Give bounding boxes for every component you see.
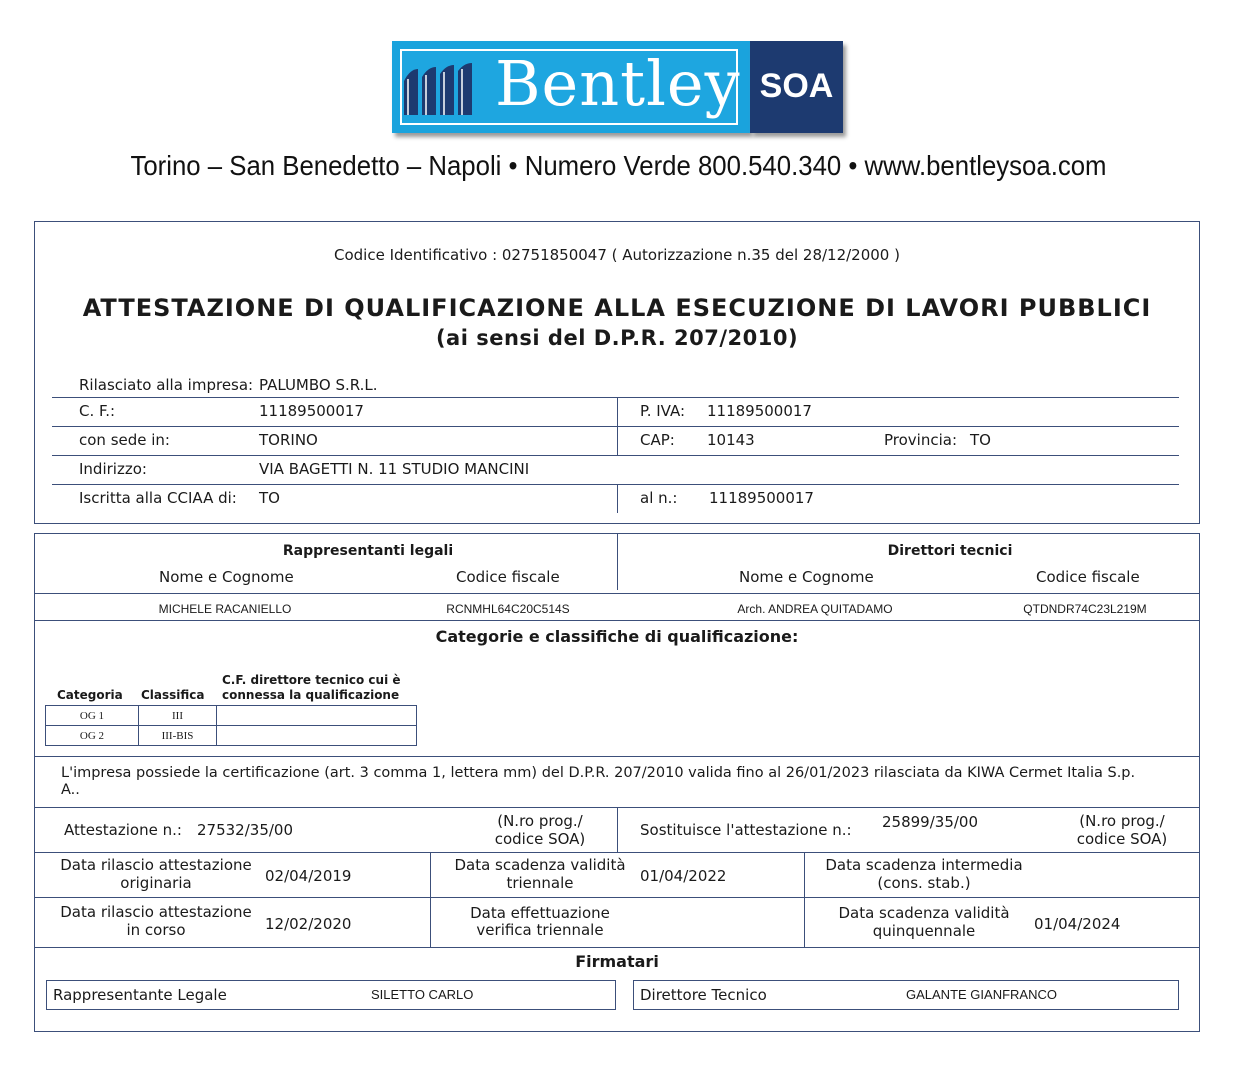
- tecnico-nome: Arch. ANDREA QUITADAMO: [737, 602, 893, 616]
- aln-label: al n.:: [640, 489, 678, 507]
- cell-classifica: III: [139, 706, 217, 726]
- rilascio-orig-value: 02/04/2019: [265, 867, 352, 885]
- categorie-table: [45, 705, 417, 746]
- prog2-line1: (N.ro prog./: [1079, 812, 1165, 830]
- logo-wordmark: Bentley: [495, 47, 741, 120]
- certificazione-line1: L'impresa possiede la certificazione (art. 3 comma 1, lettera mm) del D.P.R. 207/2010 valida fino al 26/01/2023 rilasciata da KIWA Cermet Italia S.p.: [61, 765, 1136, 781]
- divider: [34, 620, 1200, 621]
- attestazione-label: Attestazione n.:: [64, 821, 182, 839]
- cell-cf: [217, 706, 417, 726]
- divider: [34, 897, 1200, 898]
- legali-nome-header: Nome e Cognome: [159, 568, 294, 586]
- divider: [34, 852, 1200, 853]
- rilasciato-value: PALUMBO S.R.L.: [259, 376, 378, 394]
- rilascio-corso-value: 12/02/2020: [265, 915, 352, 933]
- sostituisce-value: 25899/35/00: [882, 813, 978, 831]
- table-row: [46, 726, 417, 746]
- col-cf-line1: C.F. direttore tecnico cui è: [222, 673, 401, 687]
- divider: [34, 756, 1200, 757]
- column-divider: [617, 398, 618, 426]
- bentley-soa-logo: [392, 41, 843, 133]
- col-classifica: Classifica: [141, 688, 205, 702]
- identification-box: [34, 221, 1200, 524]
- rilasciato-label: Rilasciato alla impresa:: [79, 376, 254, 394]
- scad-trien-label-l2: triennale: [506, 874, 574, 892]
- sostituisce-label: Sostituisce l'attestazione n.:: [640, 821, 852, 839]
- legali-cf-header: Codice fiscale: [456, 568, 560, 586]
- rilascio-corso-label-l2: in corso: [126, 921, 186, 939]
- column-divider: [804, 853, 805, 897]
- logo-blue-panel: [392, 41, 750, 133]
- column-divider: [617, 534, 618, 590]
- divider: [34, 947, 1200, 948]
- column-divider: [617, 808, 618, 852]
- scad-quinq-label-l1: Data scadenza validità: [838, 904, 1010, 922]
- tecnici-title: Direttori tecnici: [887, 543, 1013, 559]
- tecnico-cf: QTDNDR74C23L219M: [1023, 602, 1147, 616]
- certificazione-line2: A..: [61, 782, 80, 798]
- divider: [52, 484, 1179, 485]
- prog-line1: (N.ro prog./: [497, 812, 583, 830]
- piva-label: P. IVA:: [640, 402, 686, 420]
- cciaa-value: TO: [259, 489, 280, 507]
- firmatari-title: Firmatari: [575, 952, 659, 971]
- cell-categoria: OG 1: [46, 706, 139, 726]
- scad-inter-label-l2: (cons. stab.): [877, 874, 971, 892]
- certificate-subtitle: (ai sensi del D.P.R. 207/2010): [435, 326, 799, 350]
- firmatario-legale-value: SILETTO CARLO: [371, 987, 474, 1002]
- scad-trien-label-l1: Data scadenza validità: [454, 856, 626, 874]
- indirizzo-label: Indirizzo:: [79, 460, 147, 478]
- cap-value: 10143: [707, 431, 755, 449]
- column-divider: [617, 427, 618, 455]
- rilascio-corso-label-l1: Data rilascio attestazione: [60, 903, 252, 921]
- prog2-line2: codice SOA): [1076, 830, 1168, 848]
- provincia-label: Provincia:: [884, 431, 958, 449]
- scad-inter-label-l1: Data scadenza intermedia: [825, 856, 1023, 874]
- cell-classifica: III-BIS: [139, 726, 217, 746]
- legali-title: Rappresentanti legali: [282, 543, 454, 559]
- divider: [34, 593, 1200, 594]
- verifica-label-l1: Data effettuazione: [470, 904, 610, 922]
- firmatario-legale-label: Rappresentante Legale: [53, 986, 227, 1004]
- cap-label: CAP:: [640, 431, 675, 449]
- logo-navy-panel: [750, 41, 843, 133]
- column-divider: [804, 898, 805, 947]
- scad-quinq-label-l2: quinquennale: [872, 922, 976, 940]
- scad-quinq-value: 01/04/2024: [1034, 915, 1121, 933]
- aln-value: 11189500017: [709, 489, 814, 507]
- cell-cf: [217, 726, 417, 746]
- tecnici-nome-header: Nome e Cognome: [739, 568, 874, 586]
- provincia-value: TO: [970, 431, 991, 449]
- logo-badge-text: SOA: [759, 67, 834, 105]
- header-tagline: Torino – San Benedetto – Napoli • Numero Verde 800.540.340 • www.bentleysoa.com: [130, 150, 1107, 181]
- firmatario-tecnico-value: GALANTE GIANFRANCO: [906, 987, 1057, 1002]
- cf-label: C. F.:: [79, 402, 116, 420]
- rilascio-orig-label-l1: Data rilascio attestazione: [60, 856, 252, 874]
- legale-cf: RCNMHL64C20C514S: [446, 602, 570, 616]
- scad-trien-value: 01/04/2022: [640, 867, 727, 885]
- cell-categoria: OG 2: [46, 726, 139, 746]
- column-divider: [430, 898, 431, 947]
- column-divider: [430, 853, 431, 897]
- column-divider: [617, 485, 618, 513]
- divider: [52, 426, 1179, 427]
- table-row: [46, 706, 417, 726]
- arches-icon: [402, 59, 484, 115]
- indirizzo-value: VIA BAGETTI N. 11 STUDIO MANCINI: [259, 460, 530, 478]
- piva-value: 11189500017: [707, 402, 812, 420]
- categorie-title: Categorie e classifiche di qualificazione:: [435, 627, 799, 646]
- sede-label: con sede in:: [79, 431, 170, 449]
- rilascio-orig-label-l2: originaria: [120, 874, 192, 892]
- cf-value: 11189500017: [259, 402, 364, 420]
- sede-value: TORINO: [259, 431, 318, 449]
- firmatario-tecnico-label: Direttore Tecnico: [640, 986, 767, 1004]
- col-categoria: Categoria: [57, 688, 123, 702]
- tecnici-cf-header: Codice fiscale: [1036, 568, 1140, 586]
- cciaa-label: Iscritta alla CCIAA di:: [79, 489, 237, 507]
- certificate-title: ATTESTAZIONE DI QUALIFICAZIONE ALLA ESECUZIONE DI LAVORI PUBBLICI: [82, 294, 1152, 322]
- verifica-label-l2: verifica triennale: [476, 921, 604, 939]
- attestazione-value: 27532/35/00: [197, 821, 293, 839]
- prog-line2: codice SOA): [494, 830, 586, 848]
- divider: [52, 455, 1179, 456]
- codice-identificativo: Codice Identificativo : 02751850047 ( Autorizzazione n.35 del 28/12/2000 ): [334, 246, 900, 264]
- legale-nome: MICHELE RACANIELLO: [158, 602, 292, 616]
- divider: [52, 397, 1179, 398]
- col-cf-line2: connessa la qualificazione: [222, 688, 400, 702]
